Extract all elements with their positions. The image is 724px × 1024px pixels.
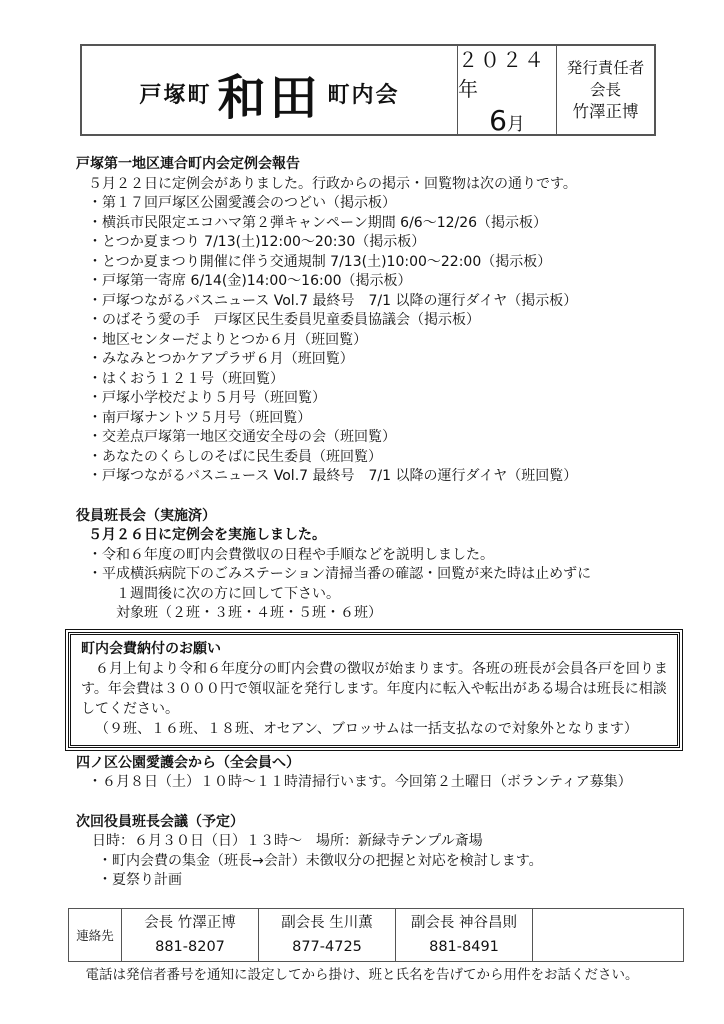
issue-year: ２０２４年 [458,47,546,101]
issue-month-unit: 月 [506,113,525,135]
list-item-continued: 対象班（２班・３班・４班・５班・６班） [116,605,382,621]
publisher-info [557,46,654,134]
council-report-list [76,194,676,487]
notice-title: 町内会費納付のお願い [81,640,221,657]
list-item: ・地区センターだよりとつか６月（班回覧） [88,331,368,348]
officer-meeting-intro: ５月２６日に定例会を実施しました。 [88,527,326,543]
newsletter-body [76,155,676,891]
contact-phone: 881-8207 [155,939,225,955]
phone-etiquette-note: 電話は発信者番号を通知に設定してから掛け、班と氏名を告げてから用件をお話ください。 [85,967,639,983]
publisher-name: 竹澤正博 [572,102,639,121]
list-item: ・令和６年度の町内会費徴収の日程や手順などを説明しました。 [88,546,494,563]
issue-date [458,46,557,137]
list-item: ・町内会費の集金（班長→会計）未徴収分の把握と対応を検討します。 [98,852,543,869]
section-title-council-report: 戸塚第一地区連合町内会定例会報告 [76,156,300,172]
list-item: ・南戸塚ナントツ５月号（班回覧） [88,409,312,426]
list-item: ・戸塚つながるバスニュース Vol.7 最終号 7/1 以降の運行ダイヤ（掲示板） [88,292,578,309]
publisher-role: 会長 [589,81,621,99]
section-title-officer-meeting: 役員班長会（実施済） [76,507,216,524]
issue-month [489,104,525,137]
next-meeting-agenda [76,852,676,891]
title-main: 和田 [217,69,322,126]
membership-fee-notice [68,632,680,748]
list-item: ・戸塚小学校だより５月号（班回覧） [88,390,326,406]
list-item: ・はくおう１２１号（班回覧） [88,370,284,387]
contact-president [122,909,259,961]
officer-meeting-list [76,546,676,624]
issue-month-number: 6 [489,103,507,137]
contact-phone: 877-4725 [292,939,362,955]
list-item: ・平成横浜病院下のごみステーション清掃当番の確認・回覧が来た時は止めずに [88,566,592,582]
notice-body: ６月上旬より令和６年度分の町内会費の徴収が始まります。各班の班長が会員各戸を回ります。年会費は３０００円で領収証を発行します。年度内に転入や転出がある場合は班長に相談してください。 [81,660,668,717]
section-title-next-meeting: 次回役員班長会議（予定） [76,813,244,830]
publisher-label: 発行責任者 [566,59,645,77]
list-item: ・とつか夏まつり 7/13(土)12:00～20:30（掲示板） [88,234,426,250]
list-item: ・戸塚第一寄席 6/14(金)14:00～16:00（掲示板） [88,273,412,289]
list-item: ・夏祭り計画 [98,872,182,888]
newsletter-title [82,46,458,134]
list-item: ・のばそう愛の手 戸塚区民生委員児童委員協議会（掲示板） [88,312,480,328]
title-suffix: 町内会 [327,81,400,108]
council-report-intro: ５月２２日に定例会がありました。行政からの掲示・回覧物は次の通りです。 [88,175,577,192]
list-item: ・とつか夏まつり開催に伴う交通規制 7/13(土)10:00～22:00（掲示板） [88,253,552,270]
contact-label: 連絡先 [69,909,122,961]
park-cleanup-item: ・６月８日（土）１０時～１１時清掃行います。今回第２土曜日（ボランティア募集） [88,774,632,790]
list-item: ・第１７回戸塚区公園愛護会のつどい（掲示板） [88,195,396,211]
contact-phone: 881-8491 [429,939,499,955]
contact-name: 副会長 生川薫 [281,915,373,931]
title-prefix: 戸塚町 [139,81,212,108]
contact-vice-president-1 [259,909,396,961]
contact-vice-president-2 [396,909,533,961]
list-item: ・横浜市民限定エコハマ第２弾キャンペーン期間 6/6～12/26（掲示板） [88,214,548,231]
list-item: ・みなみとつかケアプラザ６月（班回覧） [88,351,354,367]
contact-name: 会長 竹澤正博 [144,915,236,931]
contact-empty-cell [533,909,683,961]
newsletter-header [80,44,656,136]
contact-name: 副会長 神谷昌則 [410,915,518,931]
list-item: ・あなたのくらしのそばに民生委員（班回覧） [88,448,382,465]
list-item-continued: １週間後に次の方に回して下さい。 [116,585,340,602]
list-item: ・交差点戸塚第一地区交通安全母の会（班回覧） [88,429,396,445]
contact-table [68,908,684,962]
next-meeting-datetime: 日時：６月３０日（日）１３時～ 場所：新緑寺テンプル斎場 [92,833,483,849]
section-title-park-association: 四ノ区公園愛護会から（全会員へ） [76,754,300,771]
notice-exception-note: （９班、１６班、１８班、オセアン、ブロッサムは一括支払なので対象外となります） [95,720,638,737]
list-item: ・戸塚つながるバスニュース Vol.7 最終号 7/1 以降の運行ダイヤ（班回覧） [88,468,578,484]
